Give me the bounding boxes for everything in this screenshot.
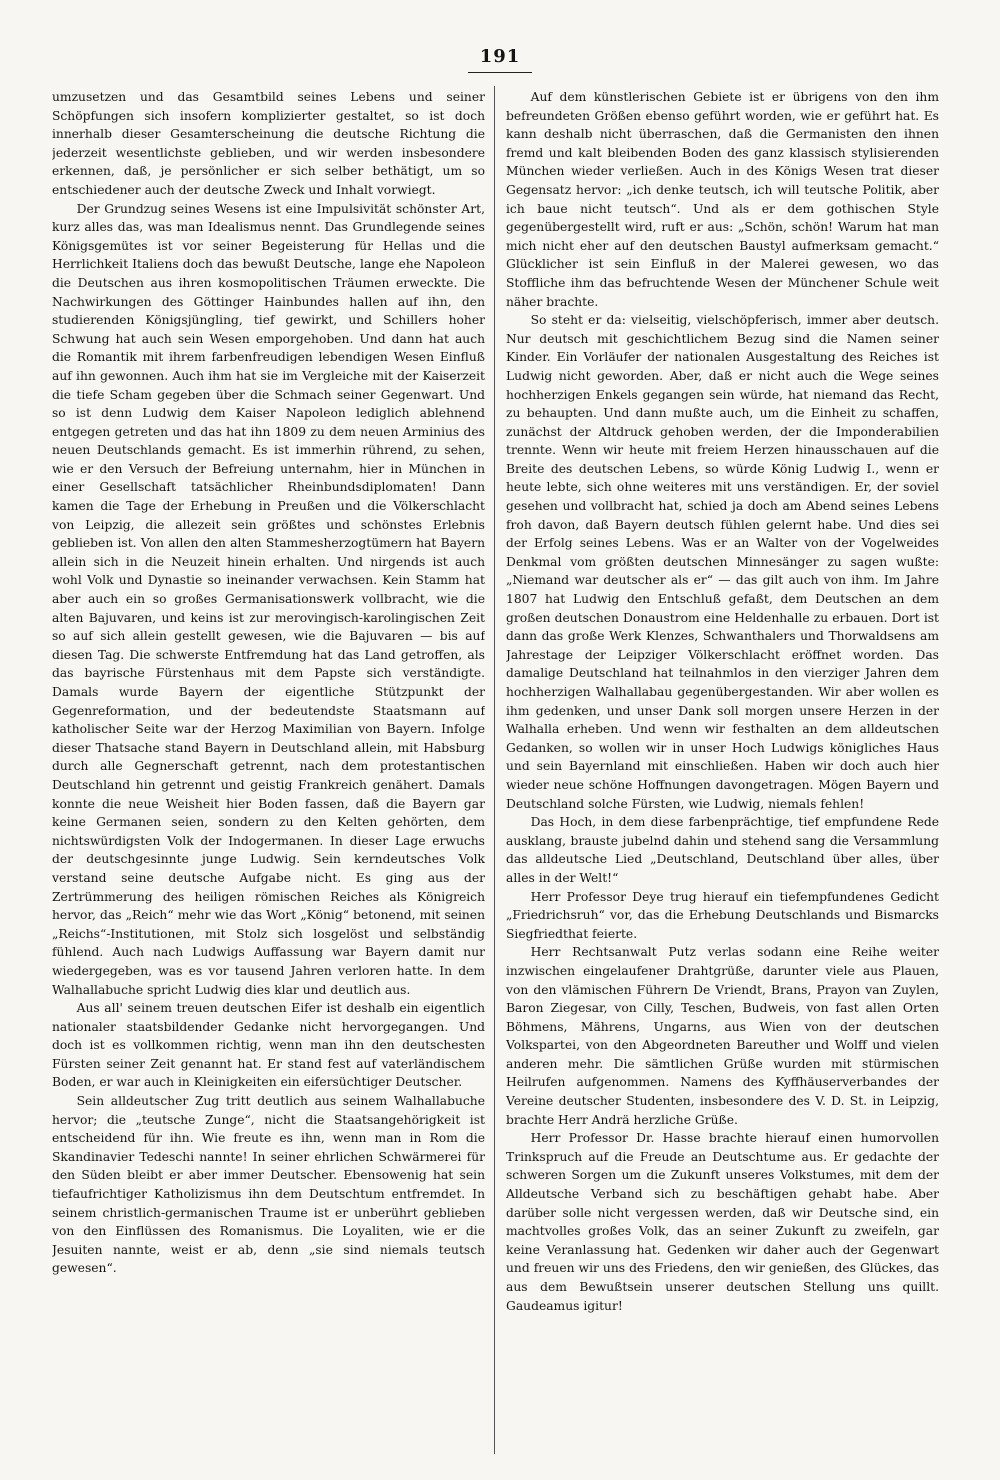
right-paragraph-3: Das Hoch, in dem diese farbenprächtige, tief empfundene Rede ausklang, brauste jubelnd dahin und stehend sang die Versammlung das alldeutsche Lied „Deutschland, Deutschland über alles, über alles in der Welt!“ [506,815,939,885]
right-paragraph-4: Herr Professor Deye trug hierauf ein tiefempfundenes Gedicht „Friedrichsruh“ vor, das die Erhebung Deutschlands und Bismarcks Siegfriedthat feierte. [506,889,939,941]
left-paragraph-1: umzusetzen und das Gesamtbild seines Lebens und seiner Schöpfungen sich insofern komplizierter gestaltet, so ist doch innerhalb dieser Gesamterscheinung die deutsche Richtung die jederzeit wesentlichste geblieben, und wir werden insbesondere erkennen, daß, je persönlicher er sich selber bethätigt, um so entschiedener auch der deutsche Zweck und Inhalt vorwiegt. [52,90,485,197]
left-paragraph-4: Sein alldeutscher Zug tritt deutlich aus seinem Walhallabuche hervor; die „teutsche Zunge“, nicht die Staatsangehörigkeit ist entscheidend für ihn. Wie freute es ihn, wenn man in Rom die Skandinavier Tedeschi nannte! In seiner ehrlichen Schwärmerei für den Süden bleibt er aber immer Deutscher. Ebensowenig hat sein tiefaufrichtiger Katholizismus ihn dem Deutschtum entfremdet. In seinem christlich-germanischen Traume ist er unberührt geblieben von den Einflüssen des Romanismus. Die Loyaliten, wie er die Jesuiten nannte, weist er ab, denn „sie sind niemals teutsch gewesen“. [52,1094,485,1276]
left-column [52,88,485,1460]
left-paragraph-3: Aus all' seinem treuen deutschen Eifer ist deshalb ein eigentlich nationaler staatsbildender Gedanke nicht hervorgegangen. Und doch ist es vollkommen richtig, wenn man ihn den deutschesten Fürsten seiner Zeit genannt hat. Er stand fest auf vaterländischem Boden, er war auch in Kleinigkeiten ein eifersüchtiger Deutscher. [52,1001,485,1090]
left-paragraph-2: Der Grundzug seines Wesens ist eine Impulsivität schönster Art, kurz alles das, was man Idealismus nennt. Das Grundlegende seines Königsgemütes ist vor seiner Begeisterung für Hellas und die Herrlichkeit Italiens doch das bewußt Deutsche, lange ehe Napoleon die Deutschen aus ihren kosmopolitischen Träumen erweckte. Die Nachwirkungen des Göttinger Hainbundes hallen auf ihn, den studierenden Königsjüngling, tief gewirkt, und Schillers hoher Schwung hat auch sein Wesen emporgehoben. Und dann hat auch die Romantik mit ihrem farbenfreudigen lebendigen Wesen Einfluß auf ihn gewonnen. Auch ihm hat sie im Vergleiche mit der Kaiserzeit die tiefe Scham gegeben über die Schmach seiner Gegenwart. Und so ist denn Ludwig dem Kaiser Napoleon lediglich ablehnend entgegen getreten und das hat ihn 1809 zu dem neuen Arminius des neuen Deutschlands gemacht. Es ist immerhin rührend, zu sehen, wie er den Versuch der Befreiung unternahm, hier in München in einer Gesellschaft tatsächlicher Rheinbundsdiplomaten! Dann kamen die Tage der Erhebung in Preußen und die Völkerschlacht von Leipzig, die allezeit sein größtes und schönstes Erlebnis geblieben ist. Von allen den alten Stammesherzogtümern hat Bayern allein sich in die Neuzeit hinein erhalten. Und nirgends ist auch wohl Volk und Dynastie so ineinander verwachsen. Kein Stamm hat aber auch ein so großes Germanisationswerk vollbracht, wie die alten Bajuvaren, und keins ist zur merovingisch-karolingischen Zeit so auf sich allein gestellt gewesen, wie die Bajuvaren — bis auf diesen Tag. Die schwerste Entfremdung hat das Land getroffen, als das bayrische Fürstenhaus mit dem Papste sich verständigte. Damals wurde Bayern der eigentliche Stützpunkt der Gegenreformation, und der bedeutendste Staatsmann auf katholischer Seite war der Herzog Maximilian von Bayern. Infolge dieser Thatsache stand Bayern in Deutschland allein, mit Habsburg durch alle Gegnerschaft getrennt, nach dem protestantischen Deutschland hin getrennt und geistig Frankreich genähert. Damals konnte die neue Weisheit hier Boden fassen, daß die Bayern gar keine Germanen seien, sondern zu den Kelten gehörten, dem nichtswürdigsten Volk der Indogermanen. In dieser Lage erwuchs der deutschgesinnte junge Ludwig. Sein kerndeutsches Volk verstand seine deutsche Aufgabe nicht. Es ging aus der Zertrümmerung des heiligen römischen Reiches als Königreich hervor, das „Reich“ mehr wie das Wort „König“ betonend, mit seinen „Reichs“-Institutionen, mit Stolz sich losgelöst und selbständig fühlend. Auch nach Ludwigs Auffassung war Bayern damit nur wiedergegeben, was es vor tausend Jahren verloren hatte. In dem Walhallabuche spricht Ludwig dies klar und deutlich aus. [52,201,485,997]
right-paragraph-1: Auf dem künstlerischen Gebiete ist er übrigens von den ihm befreundeten Größen ebenso geführt worden, wie er geführt hat. Es kann deshalb nicht überraschen, daß die Germanisten den ihnen fremd und kalt bleibenden Boden des ganz klassisch stylisierenden München wieder verließen. Auch in des Königs Wesen trat dieser Gegensatz hervor: „ich denke teutsch, ich will teutsche Politik, aber ich baue nicht teutsch“. Und als er dem gothischen Style gegenübergestellt wird, ruft er aus: „Schön, schön! Warum hat man mich nicht eher auf den deutschen Baustyl aufmerksam gemacht.“ Glücklicher ist sein Einfluß in der Malerei gewesen, wo das Stoffliche ihm das befruchtende Wesen der Münchener Schule weit näher brachte. [506,90,939,309]
right-column [506,88,939,1460]
column-divider [494,86,495,1454]
page-number-rule [468,72,532,73]
right-paragraph-6: Herr Professor Dr. Hasse brachte hierauf einen humorvollen Trinkspruch auf die Freude an Deutschtume aus. Er gedachte der schweren Sorgen um die Zukunft unseres Volkstumes, mit dem der Alldeutsche Verband sich zu beschäftigen gehabt habe. Aber darüber solle nicht vergessen werden, daß wir Deutsche sind, ein machtvolles großes Volk, das an seiner Zukunft zu zweifeln, gar keine Veranlassung hat. Gedenken wir daher auch der Gegenwart und freuen wir uns des Friedens, den wir genießen, des Glückes, das aus dem Bewußtsein unserer deutschen Stellung uns quillt. Gaudeamus igitur! [506,1131,939,1313]
right-paragraph-2: So steht er da: vielseitig, vielschöpferisch, immer aber deutsch. Nur deutsch mit geschichtlichem Bezug sind die Namen seiner Kinder. Ein Vorläufer der nationalen Ausgestaltung des Reiches ist Ludwig nicht geworden. Aber, daß er nicht auch die Wege seines hochherzigen Enkels gegangen sein würde, hat niemand das Recht, zu behaupten. Und dann mußte auch, um die Einheit zu schaffen, zunächst der Altdruck gehoben werden, der die Imponderabilien trennte. Wenn wir heute mit freiem Herzen hinausschauen auf die Breite des deutschen Lebens, so würde König Ludwig I., wenn er heute lebte, sich ohne weiteres mit uns verständigen. Er, der soviel gesehen und vollbracht hat, schied ja doch am Abend seines Lebens froh davon, daß Bayern deutsch fühlen gelernt habe. Und dies sei der Erfolg seines Lebens. Was er an Walter von der Vogelweides Denkmal vom größten deutschen Minnesänger zu sagen wußte: „Niemand war deutscher als er“ — das gilt auch von ihm. Im Jahre 1807 hat Ludwig den Entschluß gefaßt, dem Deutschen an dem großen deutschen Donaustrom eine Heldenhalle zu erbauen. Dort ist dann das große Werk Klenzes, Schwanthalers und Thorwaldsens am Jahrestage der Leipziger Völkerschlacht eröffnet worden. Das damalige Deutschland hat teilnahmlos in den vierziger Jahren dem hochherzigen Walhallabau gegenübergestanden. Wir aber wollen es ihm gedenken, und unser Dank soll morgen unsere Herzen in der Walhalla erheben. Und wenn wir festhalten an dem alldeutschen Gedanken, so wollen wir in unser Hoch Ludwigs königliches Haus und sein Bayernland mit einschließen. Haben wir doch auch hier wieder neue schöne Hoffnungen davongetragen. Mögen Bayern und Deutschland solche Fürsten, wie Ludwig, niemals fehlen! [506,313,939,811]
right-paragraph-5: Herr Rechtsanwalt Putz verlas sodann eine Reihe weiter inzwischen eingelaufener Drahtgrüße, darunter viele aus Plauen, von den vlämischen Führern De Vriendt, Brans, Prayon van Zuylen, Baron Ziegesar, von Cilly, Teschen, Budweis, von fast allen Orten Böhmens, Mährens, Ungarns, aus Wien von der deutschen Volkspartei, von den Abgeordneten Bareuther und Wolff und vielen anderen mehr. Die sämtlichen Grüße wurden mit stürmischen Heilrufen aufgenommen. Namens des Kyffhäuserverbandes der Vereine deutscher Studenten, insbesondere des V. D. St. in Leipzig, brachte Herr Andrä herzliche Grüße. [506,945,939,1127]
page-number: 191 [479,46,521,67]
